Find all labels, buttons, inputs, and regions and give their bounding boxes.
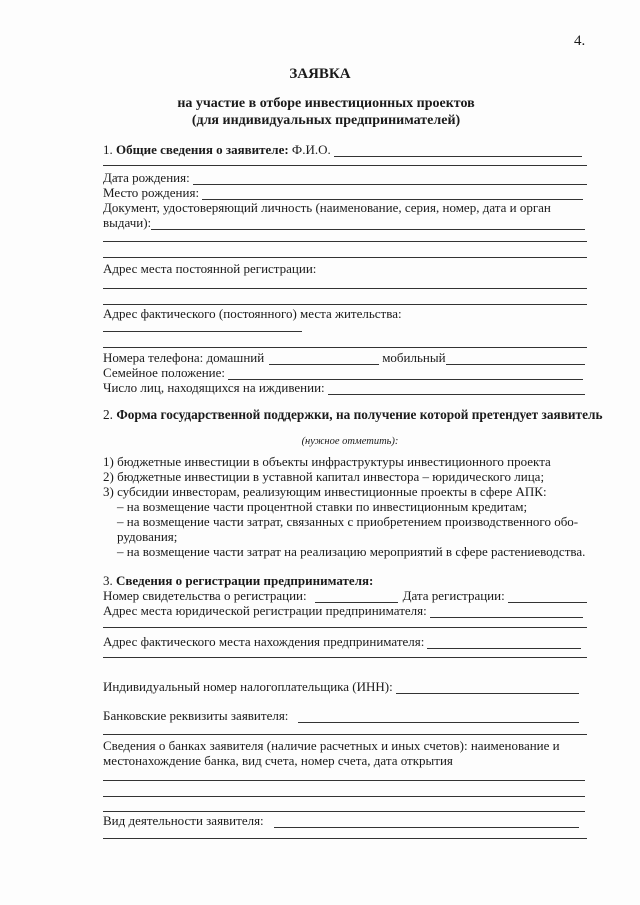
input-line[interactable]	[430, 605, 583, 618]
reg-address-label: Адрес места постоянной регистрации:	[103, 261, 317, 276]
marital-field[interactable]	[103, 365, 583, 380]
option-item[interactable]: 1) бюджетные инвестиции в объекты инфраструктуры инвестиционного проекта	[103, 454, 551, 469]
option-subitem[interactable]: – на возмещение части затрат, связанных с приобретением производственного обо-	[117, 514, 579, 529]
banks-label: Сведения о банках заявителя (наличие расчетных и иных счетов): наименование и	[103, 738, 560, 753]
input-line[interactable]	[193, 172, 587, 185]
birth-date-field[interactable]	[103, 170, 587, 185]
input-line[interactable]	[151, 217, 585, 230]
mobile-phone-input[interactable]	[446, 352, 585, 365]
field-label: Число лиц, находящихся на иждивении:	[103, 380, 325, 395]
field-label: Место рождения:	[103, 185, 200, 200]
option-subitem[interactable]: – на возмещение части затрат на реализацию мероприятий в сфере растениеводства.	[117, 544, 586, 559]
input-line[interactable]	[334, 144, 582, 157]
field-label: Дата регистрации:	[402, 588, 505, 603]
input-line[interactable]	[103, 347, 587, 348]
inn-field[interactable]	[103, 679, 579, 694]
reg-date-input[interactable]	[508, 590, 587, 603]
cert-field[interactable]	[103, 588, 587, 603]
input-line[interactable]	[103, 780, 585, 781]
input-line[interactable]	[103, 811, 585, 812]
input-line[interactable]	[103, 257, 587, 258]
banks-label-cont: местонахождение банка, вид счета, номер счета, дата открытия	[103, 753, 453, 768]
section-heading: Общие сведения о заявителе:	[116, 142, 289, 157]
section-number: 3.	[103, 573, 113, 588]
phone-field[interactable]	[103, 350, 585, 365]
section-number: 1.	[103, 142, 113, 157]
option-subitem[interactable]: – на возмещение части процентной ставки по инвестиционным кредитам;	[117, 499, 528, 514]
legal-address-field[interactable]	[103, 603, 583, 618]
option-item[interactable]: 3) субсидии инвесторам, реализующим инвестиционные проекты в сфере АПК:	[103, 484, 547, 499]
input-line[interactable]	[103, 288, 587, 289]
input-line[interactable]	[228, 367, 583, 380]
field-label: Дата рождения:	[103, 170, 190, 185]
option-item[interactable]: 2) бюджетные инвестиции в уставной капитал инвестора – юридического лица;	[103, 469, 545, 484]
document-label: Документ, удостоверяющий личность (наименование, серия, номер, дата и орган	[103, 200, 551, 215]
subtitle-line-2: (для индивидуальных предпринимателей)	[191, 113, 461, 128]
home-phone-input[interactable]	[269, 352, 379, 365]
field-label: выдачи):	[103, 215, 152, 230]
input-line[interactable]	[427, 636, 581, 649]
cert-number-input[interactable]	[315, 590, 398, 603]
section-heading: Сведения о регистрации предпринимателя:	[116, 573, 374, 588]
input-line[interactable]	[103, 331, 302, 332]
input-line[interactable]	[103, 241, 587, 242]
actual-location-field[interactable]	[103, 634, 581, 649]
input-line[interactable]	[103, 734, 587, 735]
page-number: 4.	[574, 33, 586, 49]
input-line[interactable]	[103, 304, 587, 305]
dependents-field[interactable]	[103, 380, 585, 395]
field-label: Вид деятельности заявителя:	[103, 813, 264, 828]
actual-address-label: Адрес фактического (постоянного) места жительства:	[103, 306, 402, 321]
field-label: Семейное положение:	[103, 365, 226, 380]
input-line[interactable]	[103, 838, 587, 839]
section-heading: Форма государственной поддержки, на получение которой претендует заявитель	[116, 407, 603, 422]
section-number: 2.	[103, 407, 113, 422]
birth-place-field[interactable]	[103, 185, 583, 200]
field-label: Адрес места юридической регистрации предпринимателя:	[103, 603, 427, 618]
note: (нужное отметить):	[301, 436, 399, 447]
section-2-heading	[103, 407, 603, 422]
field-label: Индивидуальный номер налогоплательщика (ИНН):	[103, 679, 393, 694]
input-line[interactable]	[328, 382, 585, 395]
input-line[interactable]	[103, 796, 585, 797]
fio-field[interactable]	[103, 142, 582, 157]
field-label: Номера телефона: домашний	[103, 350, 265, 365]
field-label: Номер свидетельства о регистрации:	[103, 588, 307, 603]
field-label: мобильный	[382, 350, 446, 365]
input-line[interactable]	[274, 815, 579, 828]
input-line[interactable]	[396, 681, 579, 694]
field-label: Адрес фактического места нахождения предпринимателя:	[103, 634, 425, 649]
input-line[interactable]	[103, 165, 587, 166]
input-line[interactable]	[298, 710, 579, 723]
bank-details-field[interactable]	[103, 708, 579, 723]
page-title: ЗАЯВКА	[289, 66, 351, 82]
activity-field[interactable]	[103, 813, 579, 828]
subtitle-line-1: на участие в отборе инвестиционных проектов	[177, 96, 475, 111]
input-line[interactable]	[202, 187, 583, 200]
section-3-heading	[103, 573, 373, 588]
document-field[interactable]	[103, 215, 585, 230]
field-label: Ф.И.О.	[291, 142, 331, 157]
field-label: Банковские реквизиты заявителя:	[103, 708, 289, 723]
option-subitem-cont: рудования;	[117, 529, 178, 544]
input-line[interactable]	[103, 627, 587, 628]
input-line[interactable]	[103, 657, 587, 658]
